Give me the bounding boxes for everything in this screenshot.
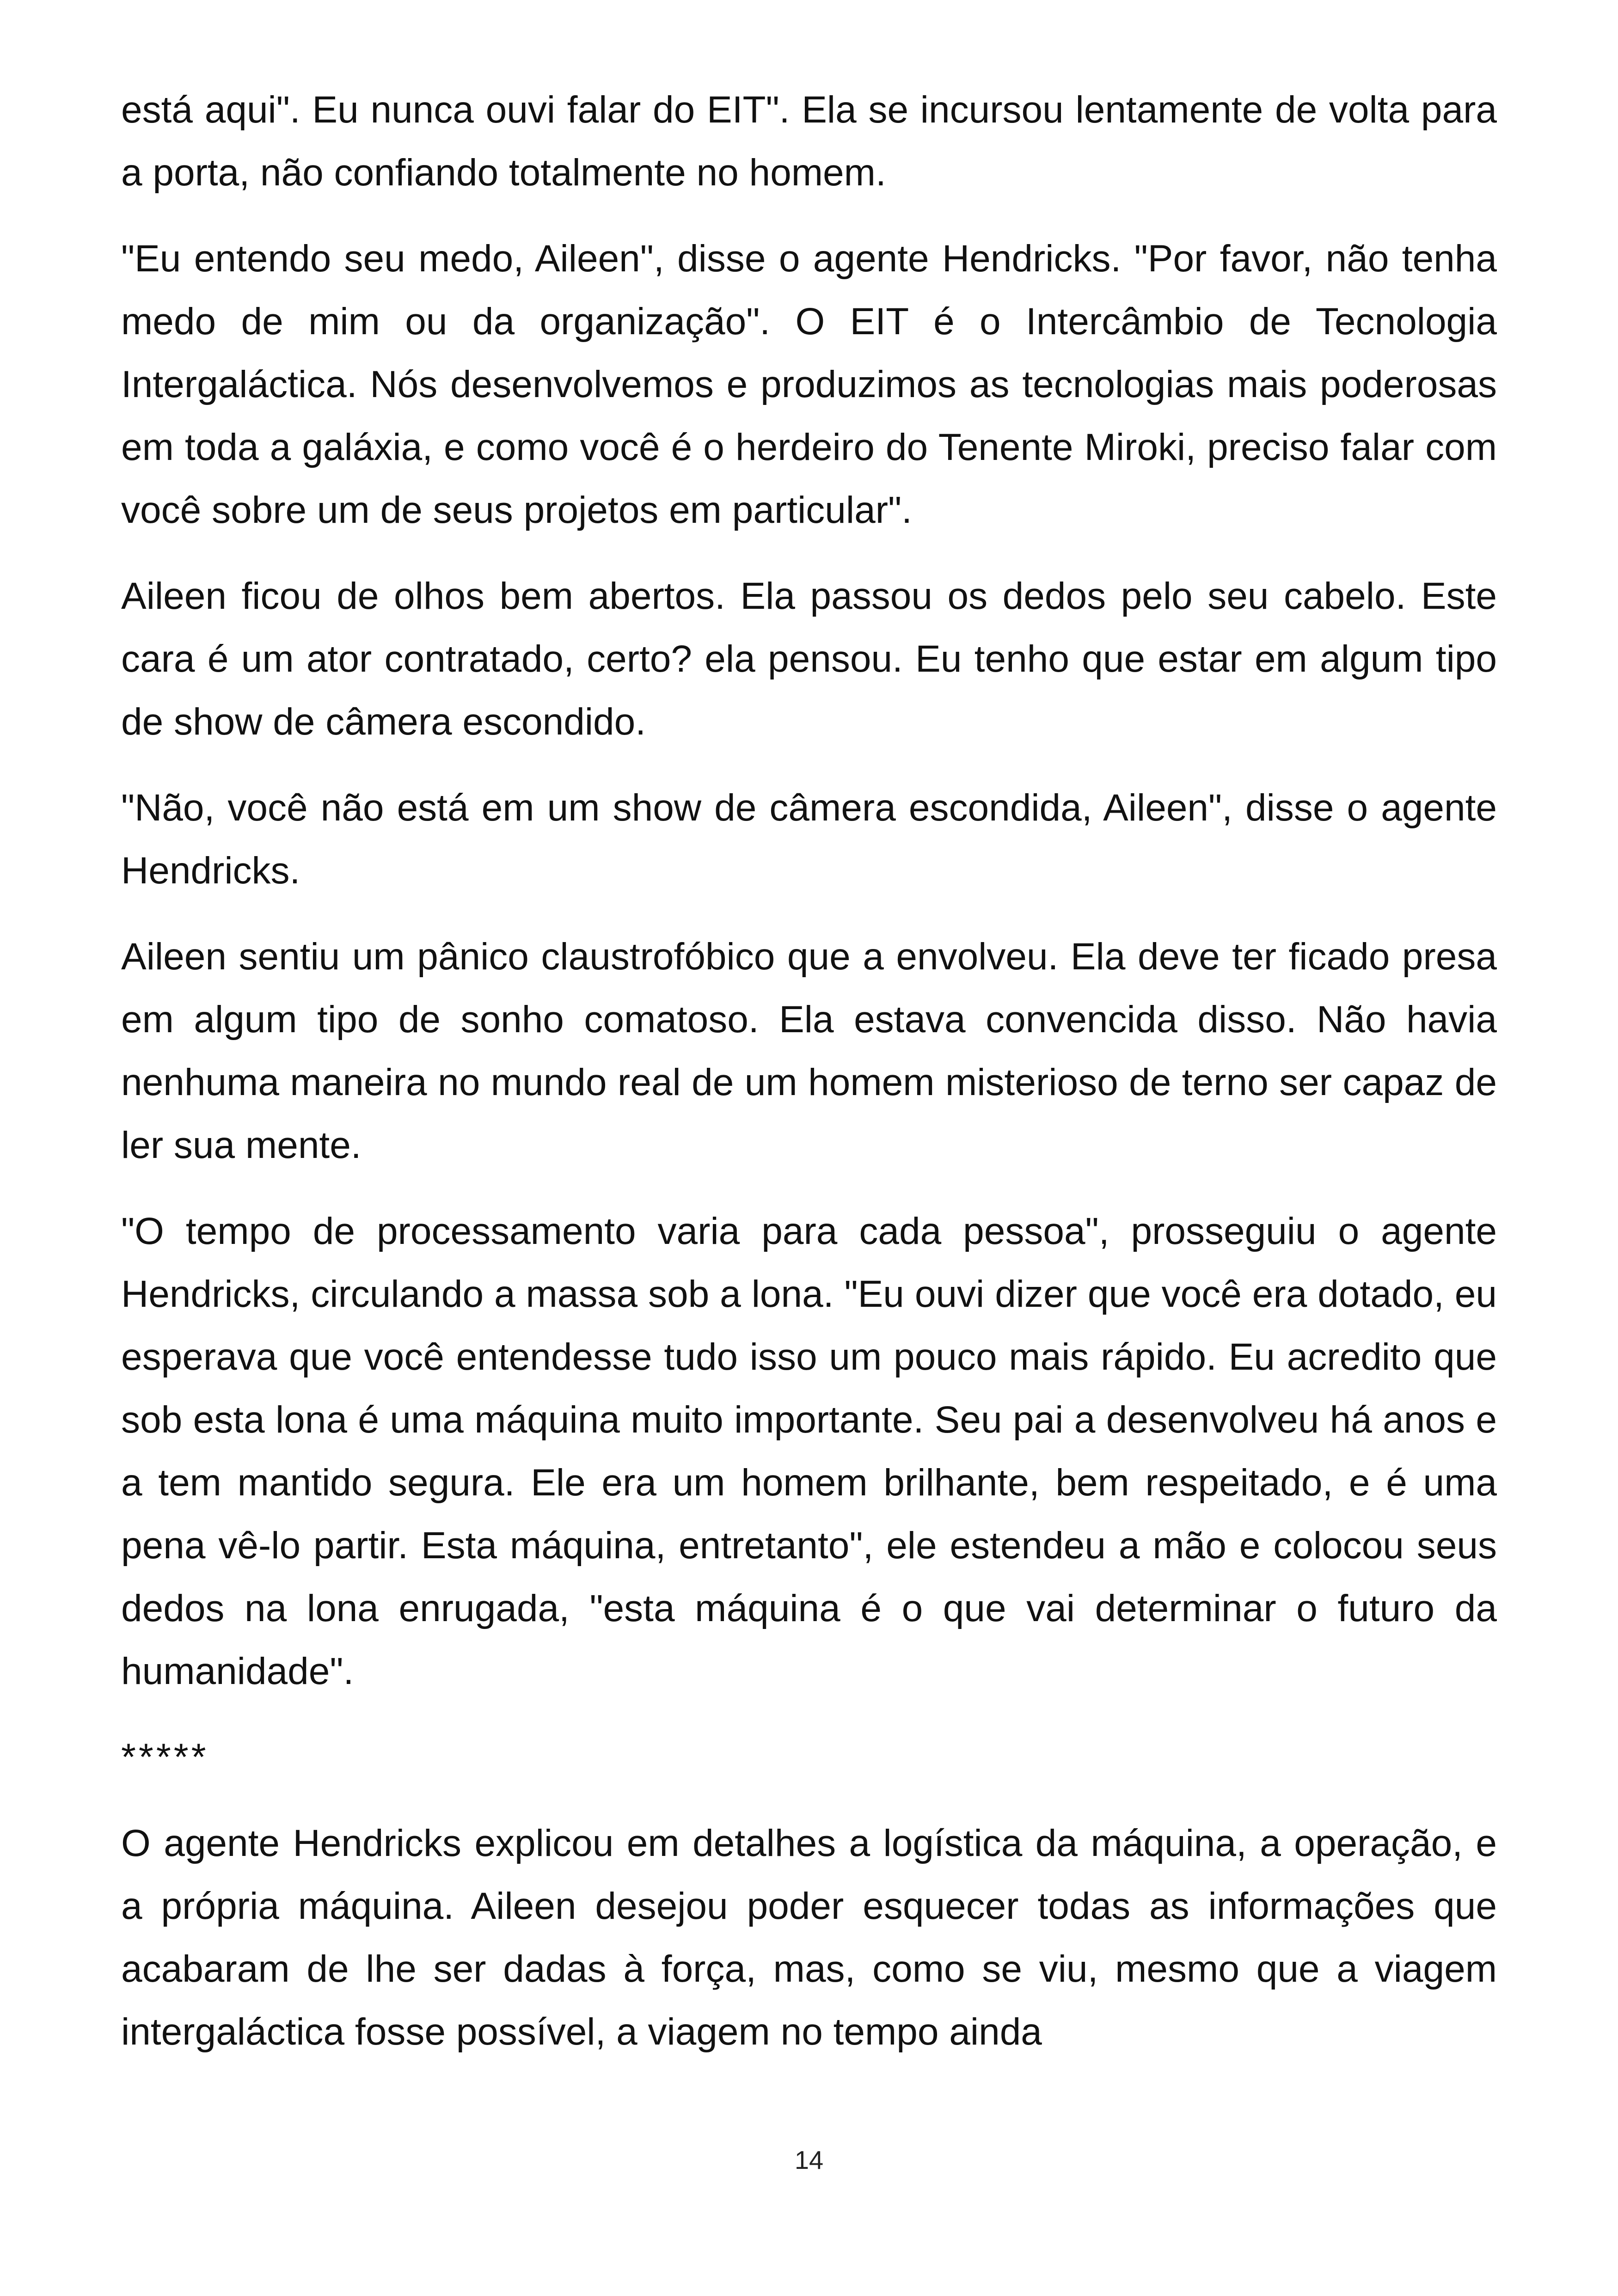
page-number: 14	[794, 2145, 824, 2174]
paragraph: Aileen sentiu um pânico claustrofóbico que a envolveu. Ela deve ter ficado presa em algum tipo de sonho comatoso. Ela estava convencida disso. Não havia nenhuma maneira no mundo real de um homem misterioso de terno ser capaz de ler sua mente.	[121, 936, 1497, 1166]
paragraph: Aileen ficou de olhos bem abertos. Ela passou os dedos pelo seu cabelo. Este cara é um ator contratado, certo? ela pensou. Eu tenho que estar em algum tipo de show de câmera escondido.	[121, 575, 1497, 743]
paragraph: está aqui". Eu nunca ouvi falar do EIT". Ela se incursou lentamente de volta para a porta, não confiando totalmente no homem.	[121, 89, 1497, 194]
paragraph: "Eu entendo seu medo, Aileen", disse o agente Hendricks. "Por favor, não tenha medo de mim ou da organização". O EIT é o Intercâmbio de Tecnologia Intergaláctica. Nós desenvolvemos e produzimos as tecnologias mais poderosas em toda a galáxia, e como você é o herdeiro do Tenente Miroki, preciso falar com você sobre um de seus projetos em particular".	[121, 238, 1497, 531]
paragraph: "Não, você não está em um show de câmera escondida, Aileen", disse o agente Hendricks.	[121, 787, 1497, 892]
paragraph: "O tempo de processamento varia para cada pessoa", prosseguiu o agente Hendricks, circulando a massa sob a lona. "Eu ouvi dizer que você era dotado, eu esperava que você entendesse tudo isso um pouco mais rápido. Eu acredito que sob esta lona é uma máquina muito importante. Seu pai a desenvolveu há anos e a tem mantido segura. Ele era um homem brilhante, bem respeitado, e é uma pena vê-lo partir. Esta máquina, entretanto", ele estendeu a mão e colocou seus dedos na lona enrugada, "esta máquina é o que vai determinar o futuro da humanidade".	[121, 1210, 1497, 1692]
paragraph: O agente Hendricks explicou em detalhes a logística da máquina, a operação, e a própria máquina. Aileen desejou poder esquecer todas as informações que acabaram de lhe ser dadas à força, mas, como se viu, mesmo que a viagem intergaláctica fosse possível, a viagem no tempo ainda	[121, 1822, 1497, 2053]
document-body	[121, 79, 1497, 2063]
section-separator: *****	[121, 1736, 209, 1778]
